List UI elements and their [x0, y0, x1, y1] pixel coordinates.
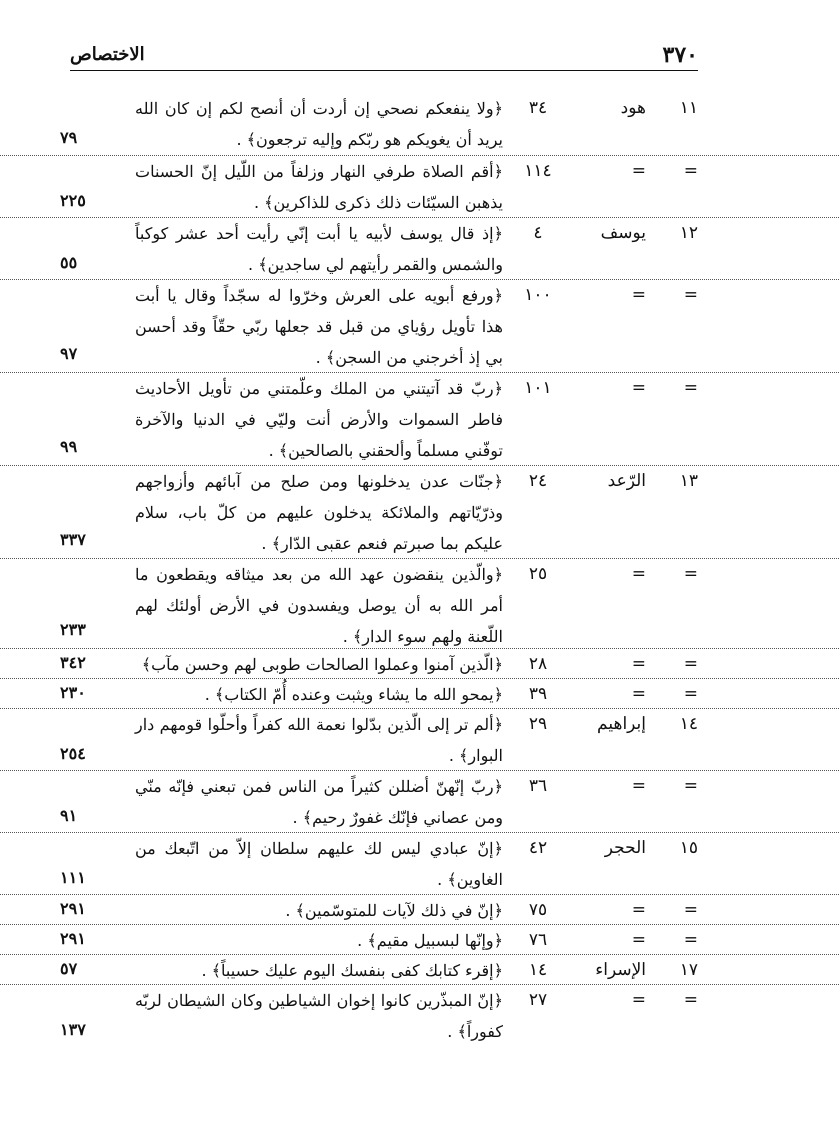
page-reference: ٩٩ — [60, 437, 78, 456]
page-reference: ٥٧ — [60, 959, 78, 978]
ayah-number: ٣٦ — [528, 776, 548, 796]
table-row — [0, 155, 839, 218]
verse-text: ﴿إنّ عبادي ليس لك عليهم سلطان إلاّ من اتّبعك من الغاوين﴾ . — [135, 839, 503, 889]
verse-text: ﴿ولا ينفعكم نصحي إن أردت أن أنصح لكم إن كان الله يريد أن يغويكم هو ربّكم وإليه ترجعون﴾ . — [135, 99, 503, 149]
surah-name: الرّعد — [607, 471, 646, 491]
ayah-number: ٢٥ — [528, 564, 548, 584]
page-number: ٣٧٠ — [662, 42, 698, 68]
ayah-number: ١٠١ — [524, 378, 552, 398]
table-row — [0, 465, 839, 559]
verse-text: ﴿إقرء كتابك كفى بنفسك اليوم عليك حسيباً﴾ . — [201, 961, 503, 980]
surah-number: = — [683, 564, 698, 584]
ayah-number: ٢٨ — [528, 654, 548, 674]
surah-name: = — [631, 776, 646, 796]
table-row — [0, 954, 839, 985]
verse-text: ﴿وإنّها لبسبيل مقيم﴾ . — [357, 931, 503, 950]
page-reference: ٩١ — [60, 806, 78, 825]
table-row — [0, 279, 839, 373]
running-title: الاختصاص — [70, 44, 145, 65]
surah-name: = — [631, 990, 646, 1010]
surah-name: = — [631, 900, 646, 920]
ayah-number: ٧٥ — [528, 900, 548, 920]
verse-text: ﴿أقم الصلاة طرفي النهار وزلفاً من اللّيل إنّ الحسنات يذهبن السيّئات ذلك ذكرى للذاكرين﴾ . — [135, 162, 503, 212]
table-row — [0, 217, 839, 280]
surah-number: = — [683, 285, 698, 305]
page-header — [70, 40, 698, 71]
verse-text: ﴿الّذين آمنوا وعملوا الصالحات طوبى لهم وحسن مآب﴾ — [141, 655, 503, 674]
surah-number: = — [683, 378, 698, 398]
verse-text: ﴿جنّات عدن يدخلونها ومن صلح من آبائهم وأزواجهم وذرّيّاتهم والملائكة يدخلون عليهم من كلّ باب، سلام عليكم بما صبرتم فنعم عقبى الدّار﴾ . — [135, 472, 503, 553]
verse-text: ﴿ربّ قد آتيتني من الملك وعلّمتني من تأويل الأحاديث فاطر السموات والأرض أنت وليّي في الدنيا والآخرة توفّني مسلماً وألحقني بالصالحين﴾ . — [135, 379, 503, 460]
table-row — [0, 708, 839, 771]
page-reference: ٢٩١ — [60, 899, 86, 918]
surah-number: ١٢ — [679, 223, 698, 243]
table-row — [0, 832, 839, 895]
table-row — [0, 372, 839, 466]
page-reference: ١١١ — [60, 868, 86, 887]
surah-name: = — [631, 930, 646, 950]
surah-name: = — [631, 564, 646, 584]
surah-number: = — [683, 654, 698, 674]
table-row — [0, 93, 839, 155]
surah-number: = — [683, 776, 698, 796]
ayah-number: ٢٤ — [528, 471, 548, 491]
surah-name: = — [631, 378, 646, 398]
verse-text: ﴿والّذين ينقضون عهد الله من بعد ميثاقه ويقطعون ما أمر الله به أن يوصل ويفسدون في الأرض أولئك لهم اللّعنة ولهم سوء الدار﴾ . — [135, 565, 503, 646]
ayah-number: ٢٩ — [528, 714, 548, 734]
table-row — [0, 894, 839, 925]
surah-number: = — [683, 930, 698, 950]
page-reference: ٢٢٥ — [60, 191, 86, 210]
verse-text: ﴿إذ قال يوسف لأبيه يا أبت إنّي رأيت أحد عشر كوكباً والشمس والقمر رأيتهم لي ساجدين﴾ . — [135, 224, 503, 274]
ayah-number: ٧٦ — [528, 930, 548, 950]
ayah-number: ١١٤ — [524, 161, 552, 181]
page-reference: ٣٣٧ — [60, 530, 86, 549]
verse-text: ﴿ربّ إنّهنّ أضللن كثيراً من الناس فمن تبعني فإنّه منّي ومن عصاني فإنّك غفورٌ رحيم﴾ . — [135, 777, 503, 827]
surah-number: = — [683, 161, 698, 181]
page-reference: ٢٣٠ — [60, 683, 86, 702]
surah-number: ١٥ — [679, 838, 698, 858]
page-reference: ٩٧ — [60, 344, 78, 363]
ayah-number: ٣٩ — [528, 684, 548, 704]
table-row — [0, 770, 839, 833]
surah-name: يوسف — [600, 223, 646, 243]
page-reference: ٣٤٢ — [60, 653, 86, 672]
page-reference: ٥٥ — [60, 253, 78, 272]
table-row — [0, 924, 839, 955]
surah-name: الإسراء — [595, 960, 646, 980]
surah-number: ١٣ — [679, 471, 698, 491]
surah-name: = — [631, 161, 646, 181]
surah-name: = — [631, 684, 646, 704]
ayah-number: ٢٧ — [528, 990, 548, 1010]
page-reference: ٢٥٤ — [60, 744, 86, 763]
surah-name: = — [631, 654, 646, 674]
ayah-number: ٣٤ — [528, 98, 548, 118]
surah-number: ١٧ — [679, 960, 698, 980]
page-reference: ٢٣٣ — [60, 620, 86, 639]
ayah-number: ١٠٠ — [524, 285, 552, 305]
surah-name: هود — [620, 98, 646, 118]
surah-number: = — [683, 684, 698, 704]
surah-name: إبراهيم — [597, 714, 646, 734]
verse-text: ﴿ورفع أبويه على العرش وخرّوا له سجّداً وقال يا أبت هذا تأويل رؤياي من قبل قد جعلها ربّي حقّاً وقد أحسن بي إذ أخرجني من السجن﴾ . — [135, 286, 503, 367]
verse-text: ﴿إنّ في ذلك لآيات للمتوسّمين﴾ . — [285, 901, 503, 920]
table-row — [0, 558, 839, 649]
surah-number: = — [683, 900, 698, 920]
page-reference: ٢٩١ — [60, 929, 86, 948]
verse-text: ﴿يمحو الله ما يشاء ويثبت وعنده أُمّ الكتاب﴾ . — [204, 685, 503, 704]
ayah-number: ٤٢ — [528, 838, 548, 858]
surah-name: = — [631, 285, 646, 305]
surah-name: الحجر — [604, 838, 646, 858]
table-row — [0, 984, 839, 1047]
surah-number: ١٤ — [679, 714, 698, 734]
table-row — [0, 678, 839, 709]
surah-number: ١١ — [679, 98, 698, 118]
verse-text: ﴿إنّ المبذّرين كانوا إخوان الشياطين وكان الشيطان لربّه كفوراً﴾ . — [135, 991, 503, 1041]
verse-text: ﴿ألم تر إلى الّذين بدّلوا نعمة الله كفراً وأحلّوا قومهم دار البوار﴾ . — [135, 715, 503, 765]
surah-number: = — [683, 990, 698, 1010]
page-reference: ٧٩ — [60, 128, 78, 147]
page-reference: ١٣٧ — [60, 1020, 86, 1039]
ayah-number: ١٤ — [528, 960, 548, 980]
ayah-number: ٤ — [533, 223, 543, 243]
table-row — [0, 648, 839, 679]
